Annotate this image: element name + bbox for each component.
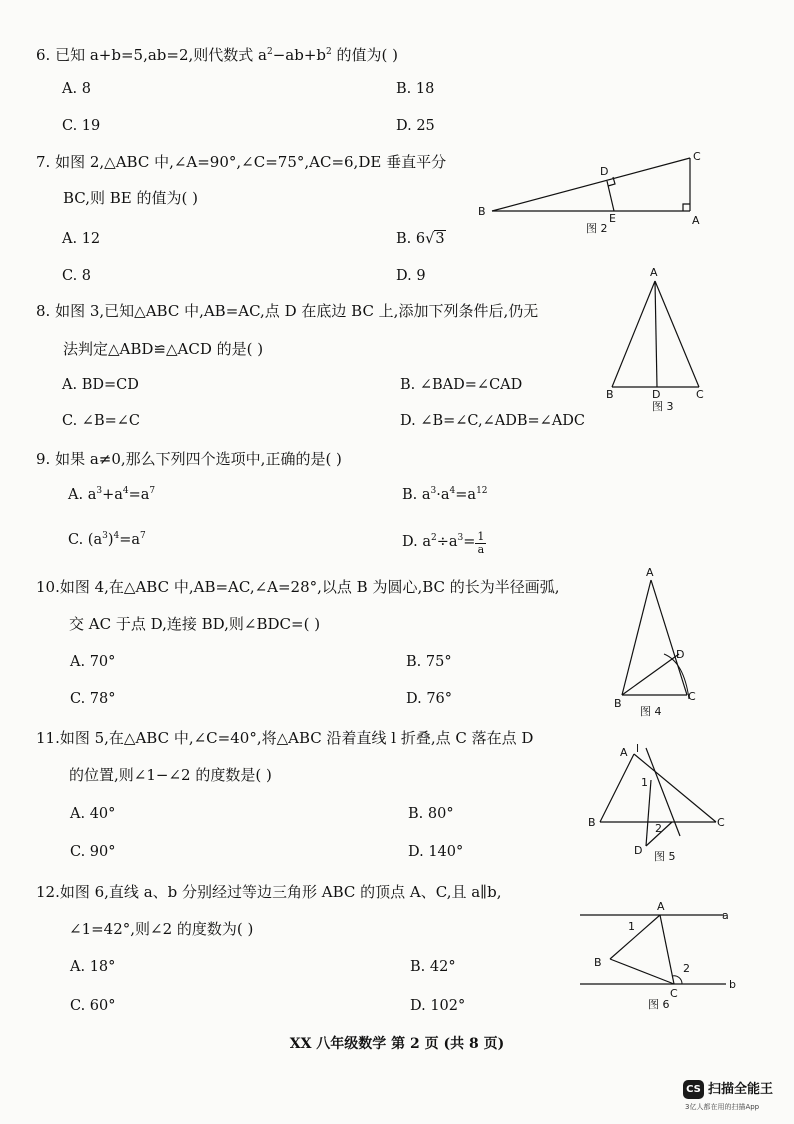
fraction-one-over-a: $\frac{1}{a}$: [477, 530, 485, 556]
q9-option-d[interactable]: D. $a^2\div a^3=$ $\frac{1}{a}$: [402, 530, 485, 556]
q6-option-d[interactable]: D. 25: [396, 118, 435, 134]
fig6-label-b: B: [594, 956, 602, 969]
q8-option-b[interactable]: B. ∠BAD=∠CAD: [400, 377, 523, 393]
q7-option-a[interactable]: A. 12: [62, 231, 101, 247]
figure-2: [476, 148, 706, 238]
fig6-angle-2: 2: [683, 962, 690, 975]
fig5-label-c: C: [717, 816, 725, 829]
fig5-label-b: B: [588, 816, 596, 829]
fig2-caption: 图 2: [586, 222, 608, 235]
fig2-label-c: C: [693, 150, 701, 163]
fig6-label-a: A: [657, 900, 665, 913]
fig5-label-l: l: [636, 742, 640, 755]
q9-option-b[interactable]: B. $a^3\cdot a^4=a^{12}$: [402, 486, 488, 503]
camscanner-logo-icon: CS: [683, 1080, 704, 1099]
fig2-label-a: A: [692, 214, 700, 227]
fig5-angle-2: 2: [655, 822, 662, 835]
fig5-angle-1: 1: [641, 776, 648, 789]
watermark-slogan: 3亿人都在用的扫描App: [685, 1103, 760, 1111]
q8-option-a[interactable]: A. BD=CD: [62, 377, 139, 393]
q9-option-a[interactable]: A. $a^3+a^4=a^7$: [68, 486, 156, 503]
figure-5: [584, 738, 734, 866]
q12-stem-line2: ∠1=42°,则∠2 的度数为( ): [69, 920, 254, 938]
fig6-caption: 图 6: [648, 998, 670, 1011]
q8-stem-line2: 法判定△ABD≌△ACD 的是( ): [63, 340, 264, 358]
q8-option-d[interactable]: D. ∠B=∠C,∠ADB=∠ADC: [400, 413, 586, 429]
figure-4: [606, 562, 706, 722]
page-footer: XX 八年级数学 第 2 页 (共 8 页): [289, 1036, 505, 1052]
q6-option-c[interactable]: C. 19: [62, 118, 101, 134]
fig6-label-line-a: a: [722, 909, 729, 922]
q11-stem-line1: 11.如图 5,在△ABC 中,∠C=40°,将△ABC 沿着直线 l 折叠,点 C 落在点 D: [36, 729, 534, 747]
fig5-label-d: D: [634, 844, 643, 857]
fig6-label-line-b: b: [729, 978, 736, 991]
q8-stem-line1: 8. 如图 3,已知△ABC 中,AB=AC,点 D 在底边 BC 上,添加下列条件后,仍无: [36, 302, 539, 320]
figure-6: [576, 896, 746, 1016]
fig3-caption: 图 3: [652, 400, 674, 413]
fig4-label-d: D: [676, 648, 685, 661]
q12-option-d[interactable]: D. 102°: [410, 998, 466, 1014]
q6-option-a[interactable]: A. 8: [62, 81, 91, 97]
q7-stem-line1: 7. 如图 2,△ABC 中,∠A=90°,∠C=75°,AC=6,DE 垂直平分: [36, 153, 447, 171]
q12-option-c[interactable]: C. 60°: [70, 998, 116, 1014]
watermark-name: 扫描全能王: [708, 1082, 774, 1097]
q8-option-c[interactable]: C. ∠B=∠C: [62, 413, 140, 429]
q7-option-d[interactable]: D. 9: [396, 268, 426, 284]
q11-stem-line2: 的位置,则∠1−∠2 的度数是( ): [69, 766, 272, 784]
fig3-label-c: C: [696, 388, 704, 401]
q12-option-b[interactable]: B. 42°: [410, 959, 456, 975]
fig4-label-c: C: [688, 690, 696, 703]
q11-option-b[interactable]: B. 80°: [408, 806, 454, 822]
q10-stem-line1: 10.如图 4,在△ABC 中,AB=AC,∠A=28°,以点 B 为圆心,BC 的长为半径画弧,: [36, 578, 560, 596]
fig3-label-b: B: [606, 388, 614, 401]
figure-3: [600, 264, 715, 414]
q9-stem: 9. 如果 a≠0,那么下列四个选项中,正确的是( ): [36, 450, 342, 468]
scanner-watermark: [683, 1078, 789, 1118]
q10-stem-line2: 交 AC 于点 D,连接 BD,则∠BDC=( ): [69, 615, 321, 633]
q11-option-c[interactable]: C. 90°: [70, 844, 116, 860]
q11-option-a[interactable]: A. 40°: [70, 806, 116, 822]
q7-option-c[interactable]: C. 8: [62, 268, 92, 284]
fig4-caption: 图 4: [640, 705, 662, 718]
fig2-label-b: B: [478, 205, 486, 218]
q12-option-a[interactable]: A. 18°: [70, 959, 116, 975]
q6-option-b[interactable]: B. 18: [396, 81, 435, 97]
fig3-label-a: A: [650, 266, 658, 279]
fig6-angle-1: 1: [628, 920, 635, 933]
q9-option-c[interactable]: C. $(a^3)^4=a^7$: [68, 531, 146, 548]
fig3-label-d: D: [652, 388, 661, 401]
q10-option-b[interactable]: B. 75°: [406, 654, 452, 670]
q6-stem: 6. 已知 a+b=5,ab=2,则代数式 $a^2-ab+b^2$ 的值为( ): [36, 46, 398, 64]
q10-option-c[interactable]: C. 78°: [70, 691, 116, 707]
fig5-label-a: A: [620, 746, 628, 759]
q7-option-b[interactable]: B. 6√3: [396, 231, 445, 247]
q12-stem-line1: 12.如图 6,直线 a、b 分别经过等边三角形 ABC 的顶点 A、C,且 a∥b,: [36, 883, 502, 901]
fig2-label-d: D: [600, 165, 609, 178]
fig4-label-b: B: [614, 697, 622, 710]
fig2-label-e: E: [609, 212, 616, 225]
fig4-label-a: A: [646, 566, 654, 579]
fig5-caption: 图 5: [654, 850, 676, 863]
q7-stem-line2: BC,则 BE 的值为( ): [63, 189, 198, 207]
q10-option-d[interactable]: D. 76°: [406, 691, 453, 707]
q11-option-d[interactable]: D. 140°: [408, 844, 464, 860]
q10-option-a[interactable]: A. 70°: [70, 654, 116, 670]
fig6-label-c: C: [670, 987, 678, 1000]
